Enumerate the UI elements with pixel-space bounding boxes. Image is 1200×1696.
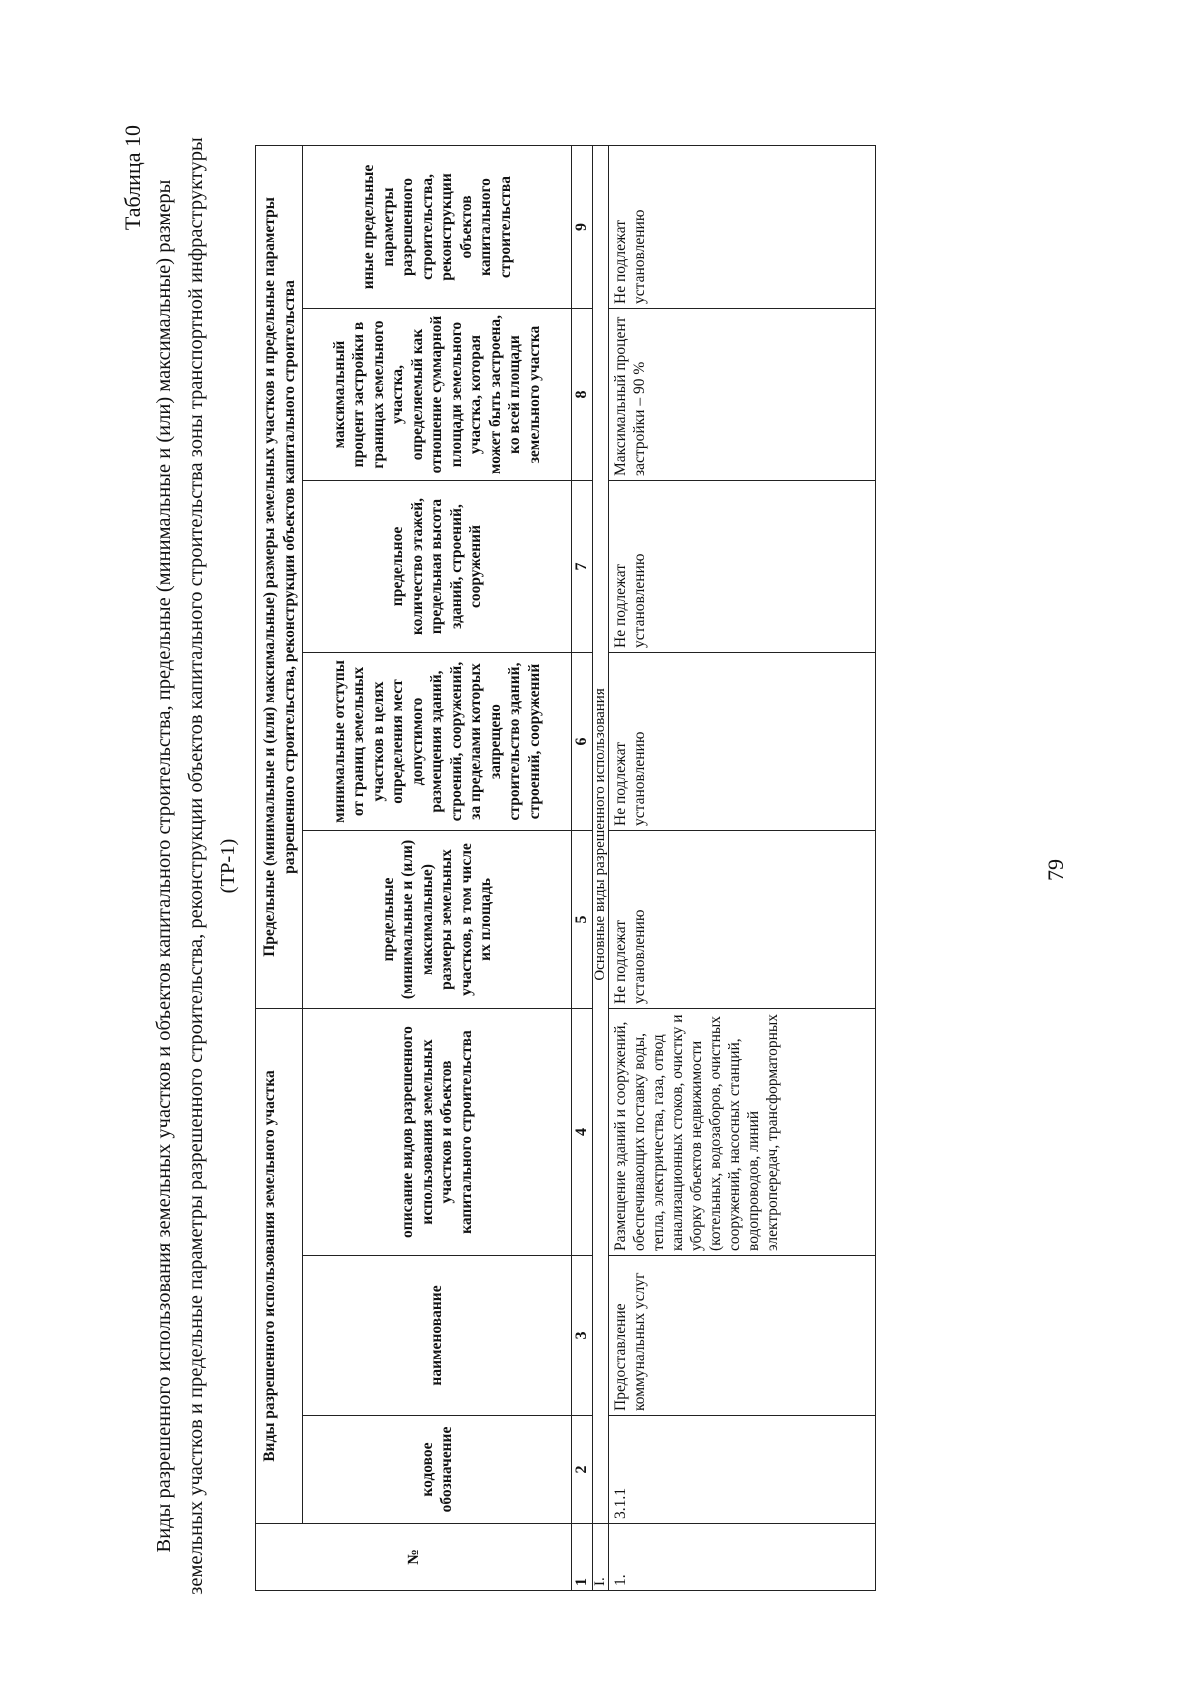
row-area: Не подлежат установлению	[609, 831, 876, 1009]
row-coverage: Максимальный процент застройки – 90 %	[609, 309, 876, 481]
row-description: Размещение зданий и сооружений, обеспечивающих поставку воды, тепла, электричества, газа, отвод канализационных стоков, очистку и уборку объектов недвижимости (котельных, водозаборов, очистных сооружений, насосных станций, водопроводов, линий электропередач, трансформаторных	[609, 1009, 876, 1256]
header-code: кодовое обозначение	[303, 1416, 572, 1524]
row-setbacks: Не подлежат установлению	[609, 653, 876, 831]
row-name: Предоставление коммунальных услуг	[609, 1256, 876, 1416]
column-number: 6	[572, 653, 593, 831]
header-params: Предельные (минимальные и (или) максимальные) размеры земельных участков и предельные параметры разрешенного строительства, реконструкции объектов капитального строительства	[256, 145, 303, 1008]
header-name: наименование	[303, 1256, 572, 1416]
header-area: предельные (минимальные и (или) максимальные) размеры земельных участков, в том числе их площадь	[303, 831, 572, 1009]
header-description: описание видов разрешенного использования земельных участков и объектов капитального строительства	[303, 1009, 572, 1256]
header-setbacks: минимальные отступы от границ земельных участков в целях определения мест допустимого размещения зданий, строений, сооружений, за пределами которых запрещено строительство зданий, строений, сооружений	[303, 653, 572, 831]
row-other: Не подлежат установлению	[609, 145, 876, 308]
header-row-2	[303, 145, 572, 1590]
row-code: 3.1.1	[609, 1416, 876, 1524]
row-number: 1.	[609, 1524, 876, 1591]
section-title: Основные виды разрешенного использования	[593, 145, 609, 1523]
header-floors: предельное количество этажей, предельная высота зданий, строений, сооружений	[303, 481, 572, 653]
header-use-kinds: Виды разрешенного использования земельного участка	[256, 1009, 303, 1524]
column-number: 9	[572, 145, 593, 308]
column-number: 5	[572, 831, 593, 1009]
table-caption: Виды разрешенного использования земельных участков и объектов капитального строительства, предельные (минимальные и (или) максимальные) размеры земельных участков и предельные параметры разрешенного строительства, реконструкции объектов капитального строительства зоны транспортной инфраструктуры (ТР-1)	[153, 137, 239, 1595]
column-number-row	[572, 145, 593, 1590]
table-row	[609, 145, 876, 1590]
column-number: 2	[572, 1416, 593, 1524]
section-row	[593, 145, 609, 1590]
page-number: 79	[1043, 859, 1068, 881]
column-number: 7	[572, 481, 593, 653]
header-coverage: максимальный процент застройки в границах земельного участка, определяемый как отношение суммарной площади земельного участка, которая может быть застроена, ко всей площади земельного участка	[303, 309, 572, 481]
header-row-1	[256, 145, 303, 1590]
column-number: 8	[572, 309, 593, 481]
section-number: I.	[593, 1524, 609, 1591]
column-number: 4	[572, 1009, 593, 1256]
column-number: 1	[572, 1524, 593, 1591]
column-number: 3	[572, 1256, 593, 1416]
row-floors: Не подлежат установлению	[609, 481, 876, 653]
header-other: иные предельные параметры разрешенного строительства, реконструкции объектов капитального строительства	[303, 145, 572, 308]
table-number: Таблица 10	[120, 125, 145, 231]
zoning-table	[255, 145, 876, 1591]
header-no: №	[256, 1524, 572, 1591]
